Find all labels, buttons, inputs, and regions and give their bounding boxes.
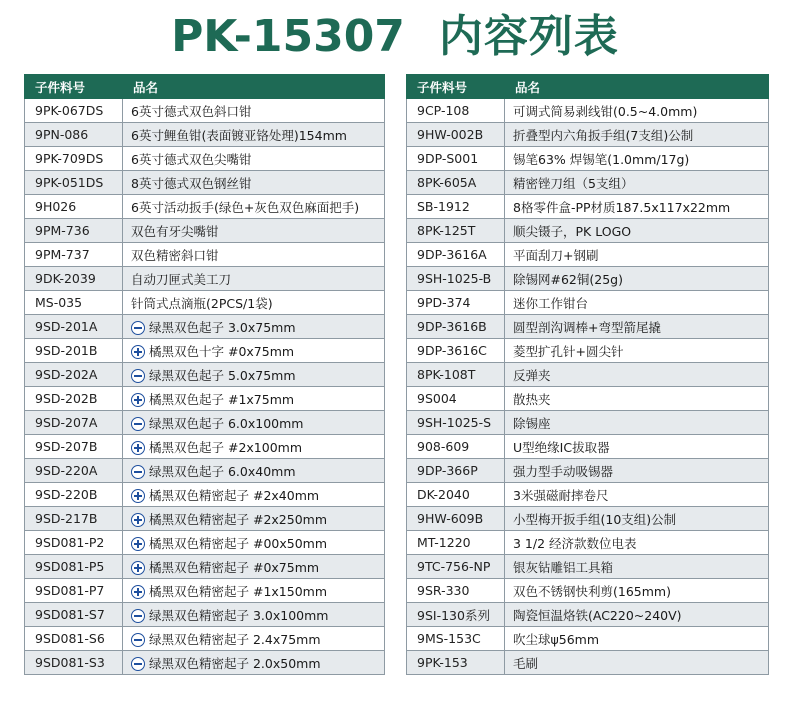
table-row [407,363,769,387]
product-name-text: 毛刷 [513,655,539,671]
table-row [407,339,769,363]
table-row [25,219,385,243]
product-name-text: 橘黑双色起子 #2x100mm [149,439,303,455]
table-row [407,555,769,579]
product-name-cell [505,123,769,147]
table-row [25,387,385,411]
table-row [25,459,385,483]
part-number-cell: 9PK-153 [407,651,505,675]
product-name-cell [123,243,385,267]
part-number-cell: 8PK-605A [407,171,505,195]
product-name-cell [123,411,385,435]
part-number-cell: 9DP-3616A [407,243,505,267]
part-number-cell: 9PK-067DS [25,99,123,123]
part-number-cell: 9PK-051DS [25,171,123,195]
part-number-cell: 9SD-202B [25,387,123,411]
table-row [407,435,769,459]
product-name-text: 平面刮刀+钢刷 [513,247,599,263]
table-row [407,219,769,243]
product-name-cell [123,651,385,675]
product-name-text: 散热夹 [513,391,551,407]
table-row [407,651,769,675]
table-row [407,147,769,171]
product-name-cell [123,267,385,291]
part-number-cell: 8PK-125T [407,219,505,243]
product-name-cell [505,579,769,603]
product-name-text: 反弹夹 [513,367,551,383]
part-number-cell: 9SD081-P7 [25,579,123,603]
part-number-cell: 8PK-108T [407,363,505,387]
part-number-cell: DK-2040 [407,483,505,507]
product-name-text: 银灰钻雕铝工具箱 [513,559,614,575]
product-name-text: 吹尘球ψ56mm [513,631,600,647]
table-row [407,387,769,411]
product-name-cell [123,291,385,315]
product-name-text: 橘黑双色精密起子 #0x75mm [149,559,320,575]
product-name-cell [505,363,769,387]
product-name-cell [505,555,769,579]
product-name-text: 双色精密斜口钳 [131,247,219,263]
table-row [407,507,769,531]
slotted-bit-icon [131,609,145,623]
product-name-text: 陶瓷恒温烙铁(AC220~240V) [513,607,682,623]
table-row [25,339,385,363]
product-name-text: 绿黑双色精密起子 3.0x100mm [149,607,329,623]
part-number-cell: 9SI-130系列 [407,603,505,627]
table-row [407,531,769,555]
product-name-cell [505,219,769,243]
table-row [25,171,385,195]
table-header-row [407,75,769,99]
product-name-text: 菱型扩孔针+圆尖针 [513,343,624,359]
table-row [407,483,769,507]
column-header-name: 品名 [123,75,385,99]
parts-table-right [406,74,769,675]
product-name-text: 绿黑双色起子 3.0x75mm [149,319,296,335]
table-row [407,627,769,651]
product-name-cell [505,411,769,435]
product-name-text: 除锡座 [513,415,551,431]
phillips-bit-icon [131,537,145,551]
part-number-cell: 9SD-202A [25,363,123,387]
phillips-bit-icon [131,393,145,407]
slotted-bit-icon [131,465,145,479]
product-name-text: 精密锉刀组（5支组） [513,175,634,191]
part-number-cell: 9SD081-P2 [25,531,123,555]
product-name-text: 迷你工作钳台 [513,295,589,311]
part-number-cell: MS-035 [25,291,123,315]
product-name-text: 8格零件盒-PP材质187.5x117x22mm [513,199,731,215]
part-number-cell: 9MS-153C [407,627,505,651]
product-name-cell [123,579,385,603]
part-number-cell: 9SD-207B [25,435,123,459]
product-name-cell [505,603,769,627]
part-number-cell: 9PN-086 [25,123,123,147]
product-name-cell [505,387,769,411]
part-number-cell: 9CP-108 [407,99,505,123]
table-row [25,411,385,435]
product-name-text: 绿黑双色起子 6.0x100mm [149,415,304,431]
product-name-cell [123,507,385,531]
product-name-text: 6英寸德式双色斜口钳 [131,103,252,119]
table-row [25,531,385,555]
part-number-cell: 9SD081-S6 [25,627,123,651]
product-name-text: 3米强磁耐摔卷尺 [513,487,609,503]
table-row [407,291,769,315]
product-name-text: 绿黑双色精密起子 2.0x50mm [149,655,321,671]
table-row [25,291,385,315]
product-name-text: 自动刀匣式美工刀 [131,271,232,287]
phillips-bit-icon [131,513,145,527]
table-row [25,147,385,171]
slotted-bit-icon [131,633,145,647]
phillips-bit-icon [131,489,145,503]
part-number-cell: 9SR-330 [407,579,505,603]
product-name-cell [123,363,385,387]
product-name-cell [505,435,769,459]
part-number-cell: 908-609 [407,435,505,459]
title-text: 内容列表 [438,11,619,62]
phillips-bit-icon [131,585,145,599]
product-name-cell [505,507,769,531]
product-name-cell [123,99,385,123]
product-name-cell [123,339,385,363]
table-row [25,579,385,603]
table-row [407,579,769,603]
parts-table-left [24,74,385,675]
phillips-bit-icon [131,561,145,575]
part-number-cell: MT-1220 [407,531,505,555]
phillips-bit-icon [131,441,145,455]
product-name-text: 绿黑双色起子 5.0x75mm [149,367,296,383]
product-name-text: 圆型剖沟调棒+弯型箭尾撬 [513,319,661,335]
product-name-text: 橘黑双色十字 #0x75mm [149,343,295,359]
slotted-bit-icon [131,321,145,335]
product-name-cell [505,651,769,675]
part-number-cell: 9SD-201A [25,315,123,339]
product-name-cell [123,603,385,627]
table-row [25,123,385,147]
table-row [407,603,769,627]
product-name-cell [123,123,385,147]
part-number-cell: 9SD081-S3 [25,651,123,675]
product-name-cell [505,627,769,651]
table-row [25,483,385,507]
product-name-text: 双色有牙尖嘴钳 [131,223,219,239]
product-name-cell [123,459,385,483]
table-header-row [25,75,385,99]
part-number-cell: 9DP-3616C [407,339,505,363]
product-name-cell [505,531,769,555]
product-name-cell [123,627,385,651]
table-row [407,315,769,339]
product-name-cell [505,267,769,291]
part-number-cell: 9DP-366P [407,459,505,483]
phillips-bit-icon [131,345,145,359]
table-row [25,363,385,387]
product-name-cell [505,339,769,363]
product-name-cell [123,147,385,171]
part-number-cell: 9SH-1025-B [407,267,505,291]
product-name-cell [123,219,385,243]
product-name-cell [123,555,385,579]
part-number-cell: 9SD-220B [25,483,123,507]
product-name-cell [123,531,385,555]
table-row [407,411,769,435]
table-row [407,123,769,147]
product-name-text: 顺尖镊子，PK LOGO [513,223,632,239]
product-name-text: 可调式简易剥线钳(0.5~4.0mm) [513,103,698,119]
product-name-cell [123,195,385,219]
part-number-cell: SB-1912 [407,195,505,219]
table-row [25,195,385,219]
part-number-cell: 9HW-002B [407,123,505,147]
page-title [0,6,790,68]
part-number-cell: 9HW-609B [407,507,505,531]
product-name-cell [505,243,769,267]
part-number-cell: 9SD081-S7 [25,603,123,627]
product-name-cell [505,483,769,507]
slotted-bit-icon [131,657,145,671]
part-number-cell: 9PM-736 [25,219,123,243]
part-number-cell: 9SD-220A [25,459,123,483]
part-number-cell: 9SD081-P5 [25,555,123,579]
product-name-cell [505,195,769,219]
product-name-text: 8英寸德式双色钢丝钳 [131,175,252,191]
product-name-text: 橘黑双色精密起子 #2x250mm [149,511,328,527]
table-row [25,507,385,531]
product-name-text: 橘黑双色精密起子 #00x50mm [149,535,328,551]
table-row [25,627,385,651]
table-row [25,603,385,627]
product-name-cell [505,147,769,171]
table-row [25,315,385,339]
part-number-cell: 9PM-737 [25,243,123,267]
product-name-text: 绿黑双色起子 6.0x40mm [149,463,296,479]
table-row [407,99,769,123]
product-name-cell [123,435,385,459]
product-name-text: 橘黑双色精密起子 #2x40mm [149,487,320,503]
product-name-text: 锡笔63% 焊锡笔(1.0mm/17g) [513,151,690,167]
product-name-text: 除锡网#62铜(25g) [513,271,623,287]
part-number-cell: 9PK-709DS [25,147,123,171]
table-row [25,267,385,291]
product-name-text: 绿黑双色精密起子 2.4x75mm [149,631,321,647]
table-row [407,243,769,267]
column-header-part-no: 子件料号 [25,75,123,99]
title-code: PK-15307 [171,11,405,62]
product-name-cell [123,171,385,195]
product-name-text: U型绝缘IC拔取器 [513,439,610,455]
part-number-cell: 9SD-207A [25,411,123,435]
column-header-name: 品名 [505,75,769,99]
product-name-cell [505,291,769,315]
product-name-text: 强力型手动吸锡器 [513,463,614,479]
part-number-cell: 9DP-S001 [407,147,505,171]
part-number-cell: 9S004 [407,387,505,411]
product-name-text: 针筒式点滴瓶(2PCS/1袋) [131,295,273,311]
table-row [407,195,769,219]
product-name-text: 6英寸鲤鱼钳(表面镀亚铬处理)154mm [131,127,347,143]
part-number-cell: 9SD-217B [25,507,123,531]
product-name-cell [123,483,385,507]
table-row [25,99,385,123]
table-row [407,171,769,195]
product-name-cell [123,315,385,339]
part-number-cell: 9DP-3616B [407,315,505,339]
slotted-bit-icon [131,417,145,431]
table-row [25,243,385,267]
table-row [407,459,769,483]
product-name-cell [123,387,385,411]
product-name-text: 橘黑双色起子 #1x75mm [149,391,295,407]
table-row [25,555,385,579]
product-name-text: 折叠型内六角扳手组(7支组)公制 [513,127,694,143]
product-name-cell [505,315,769,339]
product-name-text: 3 1/2 经济款数位电表 [513,535,637,551]
product-name-text: 6英寸活动扳手(绿色+灰色双色麻面把手) [131,199,360,215]
part-number-cell: 9SH-1025-S [407,411,505,435]
part-number-cell: 9H026 [25,195,123,219]
product-name-text: 小型梅开扳手组(10支组)公制 [513,511,677,527]
product-name-text: 橘黑双色精密起子 #1x150mm [149,583,328,599]
table-row [25,651,385,675]
product-name-cell [505,99,769,123]
product-name-text: 6英寸德式双色尖嘴钳 [131,151,252,167]
part-number-cell: 9SD-201B [25,339,123,363]
product-name-cell [505,459,769,483]
table-row [407,267,769,291]
part-number-cell: 9TC-756-NP [407,555,505,579]
column-header-part-no: 子件料号 [407,75,505,99]
product-name-cell [505,171,769,195]
slotted-bit-icon [131,369,145,383]
part-number-cell: 9DK-2039 [25,267,123,291]
part-number-cell: 9PD-374 [407,291,505,315]
table-row [25,435,385,459]
product-name-text: 双色不锈钢快利剪(165mm) [513,583,671,599]
